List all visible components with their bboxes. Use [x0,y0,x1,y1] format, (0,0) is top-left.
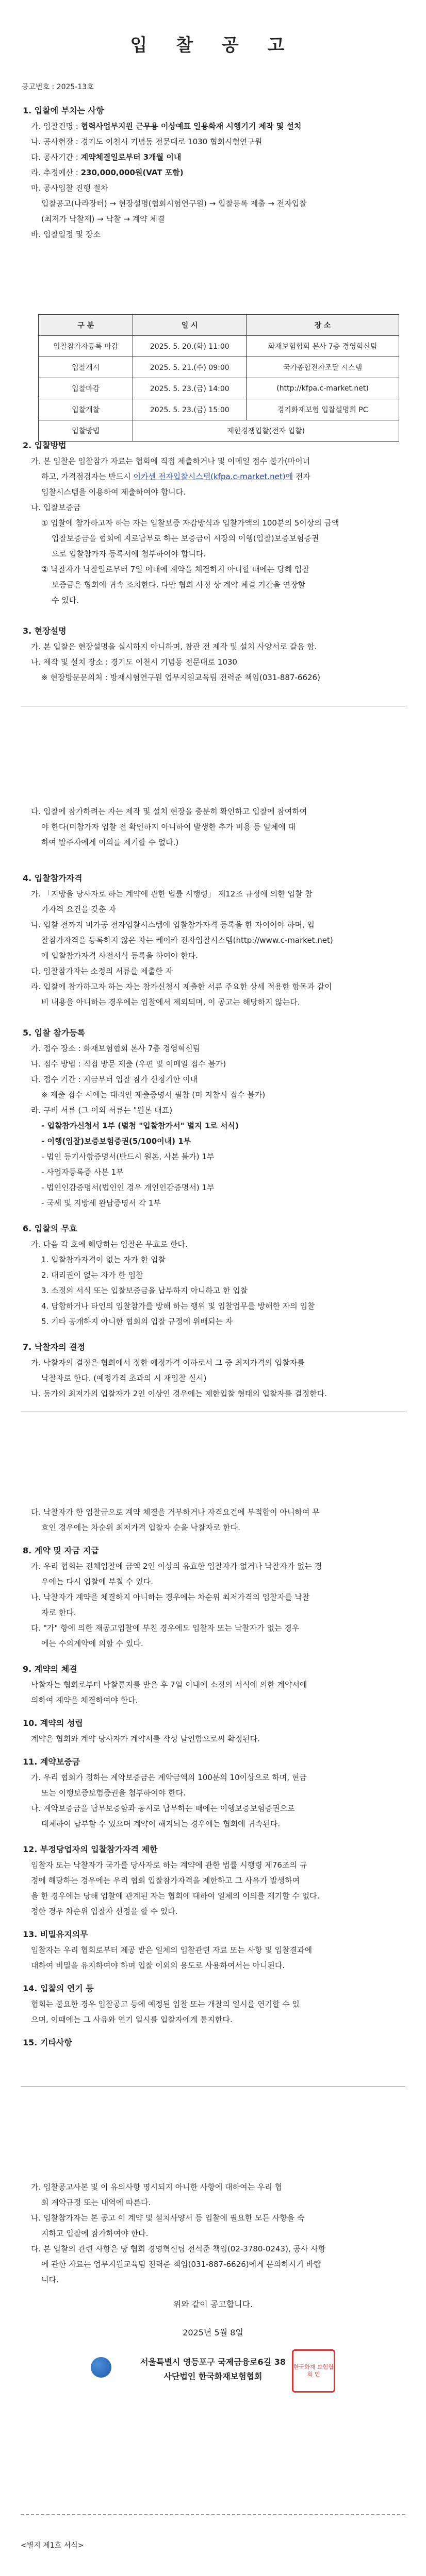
item-line: 을 한 경우에는 당해 입찰에 관계된 자는 협회에 대하여 일체의 이의를 제기할 수 없다. [31,1891,320,1901]
section-title: 14. 입찰의 연기 등 [23,1984,94,1993]
item-line: 나. 입찰 전까지 비가공 전자입찰시스템에 입찰참가자격 등록을 한 자이어야 하며, 입 [31,920,315,929]
item-line: 가. 입찰건명 : 협력사업부지원 근무용 이상예표 일용화재 시행기기 제작 및 설치 [31,122,302,131]
item-line: 다. 낙찰자가 한 입찰금으로 계약 체결을 거부하거나 자격요건에 부적합이 아니하여 무 [31,1507,320,1517]
page-title: 입 찰 공 고 [130,35,296,56]
table-cell: (http://kfpa.c-market.net) [247,378,399,399]
section-10 [23,1716,404,1747]
item-line: 다. "가" 항에 의한 재공고입찰에 부친 경우에도 입찰자 또는 낙찰자가 없는 경우 [31,1623,300,1633]
issuer-address: 서울특별시 영등포구 국제금융로6길 38 [140,2357,286,2367]
item-line: 가. 접수 장소 : 화재보험협회 본사 7층 경영혁신팀 [31,1044,201,1053]
section-title: 13. 비밀유지의무 [23,1929,88,1939]
table-row [39,378,399,399]
item-line: 나. 입찰보증금 [31,503,81,512]
item-line: 가자격 요건을 갖춘 자 [41,905,116,914]
table-cell: 국가종합전자조달 시스템 [247,357,399,378]
item-line: 나. 낙찰자가 계약을 체결하지 아니하는 경우에는 차순위 최저가격의 입찰자를 낙찰 [31,1592,310,1602]
item-line: 낙찰자로 한다. (예정가격 초과의 시 재입찰 실시) [41,1374,207,1383]
item-line: 가. 본 입찰은 현장설명을 실시하지 아니하며, 참관 전 제작 및 설치 사양서로 갈음 함. [31,642,317,651]
table-cell: 2025. 5. 20.(화) 11:00 [133,336,247,357]
table-cell: 경기화재보험 입찰설명회 PC [247,399,399,420]
item-line: 5. 기타 공개하지 아니한 협회의 입찰 규정에 위배되는 자 [41,1317,233,1326]
item-line: 회 계약규정 또는 내역에 따른다. [41,2198,151,2207]
section-title: 3. 현장설명 [23,626,67,636]
item-line: 가. 우리 협회는 전체입찰에 금액 2인 이상의 유효한 입찰자가 없거나 낙찰자가 없는 경 [31,1562,322,1571]
item-line: 다. 공사기간 : 계약체결일로부터 3개월 이내 [31,152,182,162]
section-1 [23,103,404,242]
page-break [21,2514,405,2515]
section-4 [23,871,404,1010]
item-line: 가. 우리 협회가 정하는 계약보증금은 계약금액의 100분의 10이상으로 하며, 현금 [31,1773,307,1782]
section-title: 11. 계약보증금 [23,1757,80,1767]
item-line: 입찰자는 우리 협회로부터 제공 받은 일체의 입찰관련 자료 또는 사항 및 입찰결과에 [31,1945,313,1955]
item-line: 가. 다음 각 호에 해당하는 입찰은 무효로 한다. [31,1240,188,1249]
item-line: 대체하여 납부할 수 있으며 계약이 해지되는 경우에는 협회에 귀속된다. [41,1819,281,1828]
item-line: - 이행(입찰)보증보험증권(5/100이내) 1부 [41,1137,191,1146]
item-line: 4. 담합하거나 타인의 입찰참가를 방해 하는 행위 및 입찰업무를 방해한 자의 입찰 [41,1301,315,1311]
closing-date: 2025년 5월 8일 [183,2328,243,2337]
item-line: 라. 구비 서류 (그 이외 서류는 "원본 대표) [31,1106,173,1115]
item-line: 정에 해당하는 경우에는 우리 협회 입찰참가자격을 제한하고 그 사유가 발생하여 [31,1876,300,1885]
item-line: 다. 접수 기간 : 지금부터 입찰 참가 신청기한 이내 [31,1075,198,1084]
table-header: 일 시 [133,315,247,336]
item-line: 1. 입찰참가자격이 없는 자가 한 입찰 [41,1255,166,1264]
section-title: 5. 입찰 참가등록 [23,1028,86,1038]
item-line: 다. 입찰참가자는 소정의 서류를 제출한 자 [31,967,173,976]
item-line: 계약은 협회와 계약 당사자가 계약서를 작성 날인함으로써 확정된다. [31,1734,260,1743]
official-seal-icon: 한국화재 보험협회 인 [292,2349,335,2393]
item-line: 다. 입찰에 참가하려는 자는 제작 및 설치 현장을 충분히 확인하고 입찰에 참여하여 [31,807,307,816]
table-row [39,336,399,357]
section-5 [23,1025,404,1211]
section-8 [23,1543,404,1651]
item-line: 가. 입찰공고사본 및 이 유의사항 명시되지 아니한 사항에 대하여는 우리 협 [31,2182,283,2192]
section-12 [23,1842,404,1919]
section-13 [23,1927,404,1973]
section-title: 4. 입찰참가자격 [23,873,83,883]
section-title: 10. 계약의 성립 [23,1718,83,1728]
item-line: 나. 공사현장 : 경기도 이천시 기념동 전문대로 1030 협회시험연구원 [31,137,263,146]
item-line: 2. 대리권이 없는 자가 한 입찰 [41,1270,143,1280]
section-14 [23,1981,404,2027]
item-line: 야 한다(미참가자 입찰 전 확인하지 아니하여 발생한 추가 비용 등 일체에 대 [41,822,296,832]
item-line: 에 관한 자료는 업무지원교육팀 전력준 책임(031-887-6626)에게 문의하시기 바랍 [41,2260,321,2269]
form-tag: <별지 제1호 서식> [21,2541,84,2550]
item-line: 지하고 입찰에 참가하여야 한다. [41,2229,149,2238]
item-line: 바. 입찰일정 및 장소 [31,230,101,239]
table-header: 구 분 [39,315,133,336]
item-line: ① 입찰에 참가하고자 하는 자는 입찰보증 자감방식과 입찰가액의 100분의 5이상의 금액 [41,518,339,528]
section-title: 2. 입찰방법 [23,440,67,450]
item-line: ※ 제출 접수 시에는 대리인 제출증명서 필참 (미 지참시 접수 불가) [41,1090,266,1099]
section-15 [23,2035,404,2050]
table-cell: 입찰방법 [39,420,133,442]
item-line: 가. 낙찰자의 결정은 협회에서 정한 예정가격 이하로서 그 중 최저가격의 입찰자를 [31,1358,305,1367]
item-line: 대하여 비밀을 유지하여야 하며 입찰 이외의 용도로 사용하여서는 아니된다. [31,1961,285,1970]
item-line: 라. 추정예산 : 230,000,000원(VAT 포함) [31,168,184,177]
table-cell: 화재보험협회 본사 7층 경영혁신팀 [247,336,399,357]
item-line: 찰참가자격을 등록하지 않은 자는 케이카 전자입찰시스템(http://www.c-market.net) [41,936,333,945]
section-9 [23,1662,404,1708]
item-line: 에 입찰참가자격 사전서식 등록을 하여야 한다. [41,951,198,960]
item-line: 다. 본 입찰의 관련 사항은 당 협회 경영혁신팀 전석준 책임(02-3780-0243), 공사 사항 [31,2244,326,2253]
section-title: 1. 입찰에 부치는 사항 [23,106,104,115]
issuer-name: 사단법인 한국화재보험협회 [163,2371,263,2381]
item-line: 가. 「지방을 당사자로 하는 계약에 관한 법률 시행령」 제12조 규정에 의한 입찰 참 [31,889,313,899]
item-line: 낙찰자는 협회로부터 낙찰통지를 받은 후 7일 이내에 소정의 서식에 의한 계약서에 [31,1680,307,1689]
section-3-note [23,804,404,850]
item-line: 우에는 다시 입찰에 부칠 수 있다. [41,1577,153,1586]
section-7 [23,1340,404,1401]
item-line: 협회는 불요한 경우 입찰공고 등에 예정된 입찰 또는 개찰의 일시를 연기할 수 있 [31,1999,300,2009]
section-title: 7. 낙찰자의 결정 [23,1342,86,1352]
item-line: - 법인 등기사항증명서(반드시 원본, 사본 불가) 1부 [41,1152,215,1161]
item-line: 나. 접수 방법 : 직접 방문 제출 (우편 및 이메일 접수 불가) [31,1059,226,1069]
table-cell: 입찰개찰 [39,399,133,420]
section-15-detail [23,2179,404,2287]
table-cell: 2025. 5. 23.(금) 14:00 [133,378,247,399]
table-cell: 제한경쟁입찰(전자 입찰) [133,420,399,442]
section-title: 6. 입찰의 무효 [23,1224,77,1233]
item-line: 에는 수의계약에 의할 수 있다. [41,1639,143,1648]
table-cell: 입찰마감 [39,378,133,399]
item-line: 입찰보증금을 협회에 지로납부로 하는 보증금이 시장의 이행(입찰)보증보험증권 [52,534,319,543]
item-line: ② 낙찰자가 낙찰일로부터 7일 이내에 계약을 체결하지 아니할 때에는 당해 입찰 [41,565,309,574]
table-row [39,357,399,378]
section-2 [23,438,404,608]
table-cell: 입찰개시 [39,357,133,378]
item-line: 보증금은 협회에 귀속 조치한다. 다만 협회 사정 상 계약 체결 기간을 연장할 [52,580,305,589]
item-line: - 사업자등록증 사본 1부 [41,1167,124,1177]
section-title: 8. 계약 및 자금 지급 [23,1546,99,1555]
item-line: 입찰시스템을 이용하여 제출하여야 합니다. [41,487,186,497]
notice-number: 공고번호 : 2025-13호 [22,83,94,91]
item-line: - 입찰참가신청서 1부 (별첨 "입찰참가서" 별지 1로 서식) [41,1121,239,1130]
closing-line: 위와 같이 공고합니다. [173,2299,253,2309]
item-line: 니다. [41,2275,59,2284]
table-header: 장 소 [247,315,399,336]
table-cell: 2025. 5. 21.(수) 09:00 [133,357,247,378]
table-cell: 2025. 5. 23.(금) 15:00 [133,399,247,420]
section-title: 9. 계약의 체결 [23,1664,77,1674]
section-7-note [23,1504,404,1535]
item-line: 효인 경우에는 차순위 최저가격 입찰자 순을 낙찰자로 한다. [41,1523,240,1532]
item-line: 라. 입찰에 참가하고자 하는 자는 참가신청시 제출한 서류 주요한 상세 적용한 항목과 같이 [31,982,332,991]
item-line: 수 있다. [52,596,79,605]
item-line: 또는 이행보증보험증권을 첨부하여야 한다. [41,1788,186,1798]
item-line: 나. 계약보증금을 납부보증함과 동시로 납부하는 때에는 이행보증보험증권으로 [31,1804,295,1813]
link-text[interactable]: 이카센 전자입찰시스템(kfpa.c-market.net)에 [133,472,293,481]
section-title: 15. 기타사항 [23,2038,72,2047]
table-header-row [39,315,399,336]
item-line: 나. 입찰참가자는 본 공고 이 계약 및 설치사양서 등 입찰에 필요한 모든 사항을 숙 [31,2213,305,2223]
section-11 [23,1754,404,1832]
item-line: 비 내용을 아니하는 경우에는 입찰에서 제외되며, 이 공고는 해당하지 않는다. [41,997,300,1007]
item-line: (최저가 낙찰제) → 낙찰 → 계약 체결 [41,214,165,224]
item-line: 3. 소정의 서식 또는 입찰보증금을 납부하지 아니하고 한 입찰 [41,1286,248,1295]
item-line: 으로 입찰참가자 등록서에 첨부하여야 합니다. [52,549,206,558]
section-3 [23,623,404,685]
schedule-table [38,314,399,442]
section-6 [23,1221,404,1329]
item-line: 자로 한다. [41,1608,76,1617]
item-line: 하여 발주자에게 이의를 제기할 수 없다.) [41,838,179,847]
item-line: 입찰공고(나라장터) → 현장설명(협회시험연구원) → 입찰등록 제출 → 전자입찰 [41,199,307,208]
section-title: 12. 부정당업자의 입찰참가자격 제한 [23,1844,158,1854]
item-line: ※ 현장방문문의처 : 방재시험연구원 업무지원교육팀 전력준 책임(031-887-6626) [41,673,320,682]
item-line: 정한 경우 차순위 입찰자 선정을 할 수 있다. [31,1907,178,1916]
table-cell: 입찰참가자등록 마감 [39,336,133,357]
item-line: 으며, 이때에는 그 사유와 연기 일시를 입찰자에게 통지한다. [31,2015,233,2024]
item-line: 마. 공사입찰 진행 절차 [31,183,108,193]
item-line: 나. 동가의 최저가의 입찰자가 2인 이상인 경우에는 제한입찰 형태의 입찰자를 결정한다. [31,1389,327,1398]
item-line: 나. 제작 및 설치 장소 : 경기도 이천시 기념동 전문대로 1030 [31,657,237,667]
item-line: 하고, 가격점검자는 반드시 이카센 전자입찰시스템(kfpa.c-market.net)에 전자 [41,472,310,481]
item-line: 가. 본 입찰은 입찰참가 자료는 협회에 직접 제출하거나 및 이메일 접수 불가(마이너 [31,456,310,466]
item-line: 입찰자 또는 낙찰자가 국가를 당사자로 하는 계약에 관한 법률 시행령 제76조의 규 [31,1860,307,1870]
table-row [39,399,399,420]
item-line: - 국세 및 지방세 완납증명서 각 1부 [41,1198,161,1208]
item-line: - 법인인감증명서(법인인 경우 개인인감증명서) 1부 [41,1183,215,1192]
item-line: 의하여 계약을 체결하여야 한다. [31,1696,138,1705]
